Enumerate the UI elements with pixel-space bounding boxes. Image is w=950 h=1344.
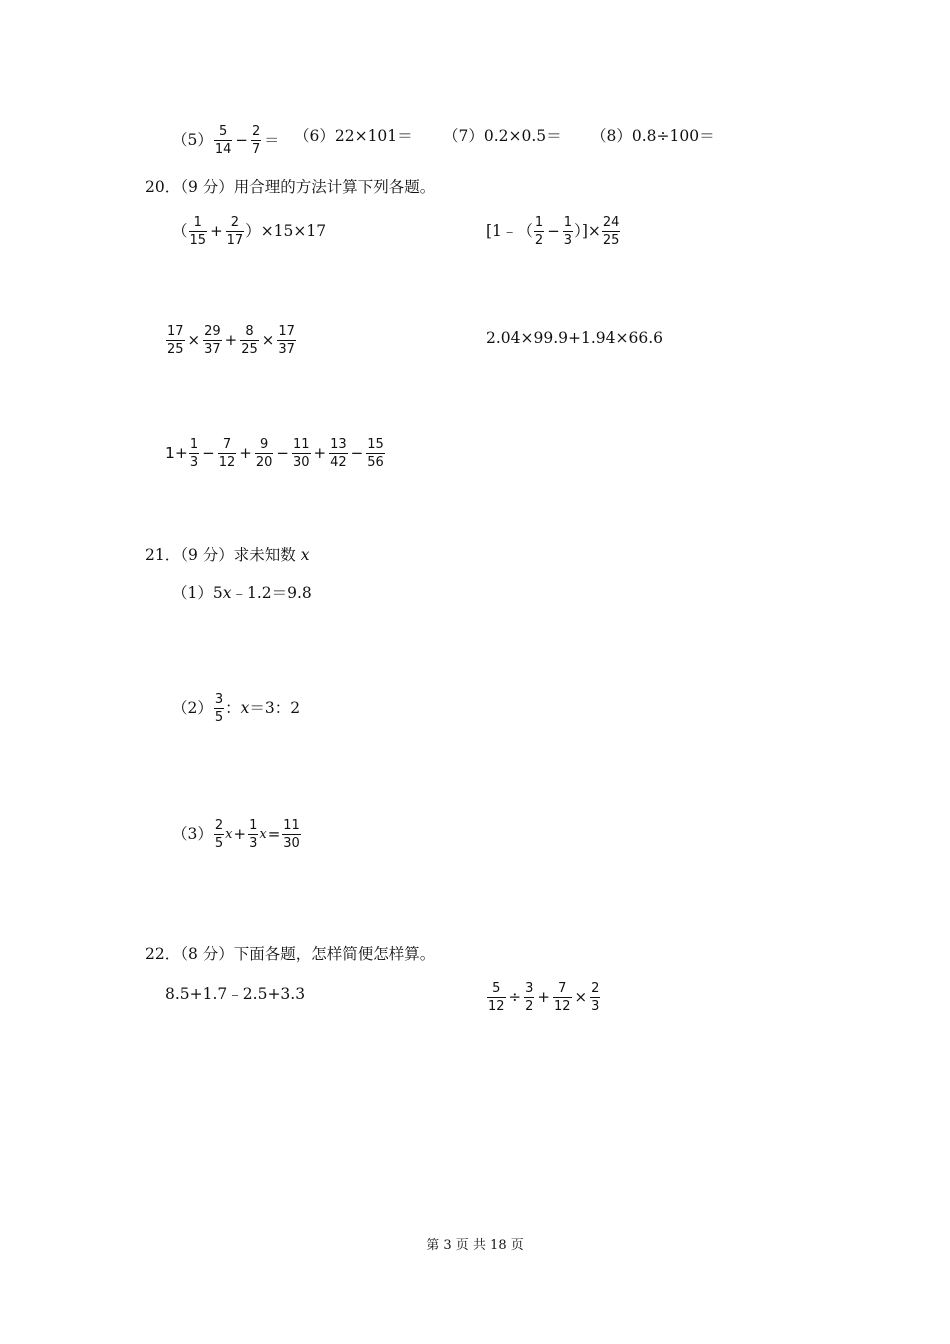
fraction: $\frac{8}{25}$ (241, 324, 258, 357)
fraction: $\frac{11}{30}$ (292, 437, 310, 470)
fraction: $\frac{1}{3}$ (249, 818, 258, 851)
q19-item8: （8）0.8÷100＝ (591, 127, 715, 145)
q22-heading: 22．（8 分）下面各题，怎样简便怎样算。 (145, 945, 436, 963)
fraction: $\frac{1}{2}$ (534, 215, 544, 248)
fraction: $\frac{24}{25}$ (602, 215, 620, 248)
fraction: $\frac{2}{5}$ (214, 818, 224, 851)
fraction: $\frac{7}{12}$ (553, 981, 571, 1014)
fraction: $\frac{15}{56}$ (367, 437, 384, 470)
fraction: $\frac{11}{30}$ (283, 818, 300, 851)
q19-item5 (172, 125, 281, 156)
equals-sign: ＝ (264, 131, 280, 150)
q19-item6: （6）22×101＝ (294, 127, 413, 145)
fraction: $\frac{29}{37}$ (204, 324, 221, 357)
fraction: $\frac{5}{14}$ (214, 124, 232, 157)
q20-expr1: （ $\frac{1}{15}$ + $\frac{2}{17}$ ）×15×17 (172, 215, 327, 248)
q21-part2: （2） $\frac{3}{5}$ ： x ＝3：2 (172, 692, 301, 725)
q20-expr4: 2.04×99.9+1.94×66.6 (486, 329, 664, 347)
fraction: $\frac{17}{25}$ (167, 324, 184, 357)
fraction: $\frac{1}{15}$ (189, 215, 207, 248)
q21-part3: （3） $\frac{2}{5}$ x + $\frac{1}{3}$ x = $\frac{11}{30}$ (172, 818, 300, 851)
minus-sign: − (235, 131, 248, 150)
fraction: $\frac{2}{7}$ (252, 124, 261, 157)
q20-heading: 20．（9 分）用合理的方法计算下列各题。 (145, 178, 436, 196)
fraction: $\frac{9}{20}$ (255, 437, 273, 470)
fraction: $\frac{7}{12}$ (218, 437, 236, 470)
fraction: $\frac{2}{17}$ (226, 215, 244, 248)
q21-heading: 21．（9 分）求未知数 x (145, 546, 310, 564)
q21-part1: （1）5x﹣1.2＝9.8 (172, 584, 312, 602)
fraction: $\frac{5}{12}$ (488, 981, 505, 1014)
q22-expr2: $\frac{5}{12}$ ÷ $\frac{3}{2}$ + $\frac{7}{12}$ × $\frac{2}{3}$ (488, 981, 600, 1014)
q20-expr3: $\frac{17}{25}$ × $\frac{29}{37}$ + $\frac{8}{25}$ × $\frac{17}{37}$ (167, 324, 295, 357)
q20-expr5: 1+ $\frac{1}{3}$ − $\frac{7}{12}$ + $\frac{9}{20}$ − $\frac{11}{30}$ + $\frac{13}{42}$ − $\frac{15}{56}$ (165, 437, 384, 470)
fraction: $\frac{1}{3}$ (563, 215, 573, 248)
q22-expr1: 8.5+1.7﹣2.5+3.3 (165, 985, 306, 1003)
page-footer: 第 3 页 共 18 页 (426, 1238, 524, 1253)
fraction: $\frac{3}{2}$ (525, 981, 534, 1014)
q19-item5-label: （5） (172, 130, 213, 149)
fraction: $\frac{2}{3}$ (591, 981, 600, 1014)
fraction: $\frac{1}{3}$ (189, 437, 199, 470)
fraction: $\frac{17}{37}$ (278, 324, 295, 357)
q19-item7: （7）0.2×0.5＝ (443, 127, 562, 145)
fraction: $\frac{13}{42}$ (330, 437, 347, 470)
fraction: $\frac{3}{5}$ (214, 692, 224, 725)
q20-expr2: [1﹣（ $\frac{1}{2}$ − $\frac{1}{3}$ ）]× $\frac{24}{25}$ (486, 215, 620, 248)
